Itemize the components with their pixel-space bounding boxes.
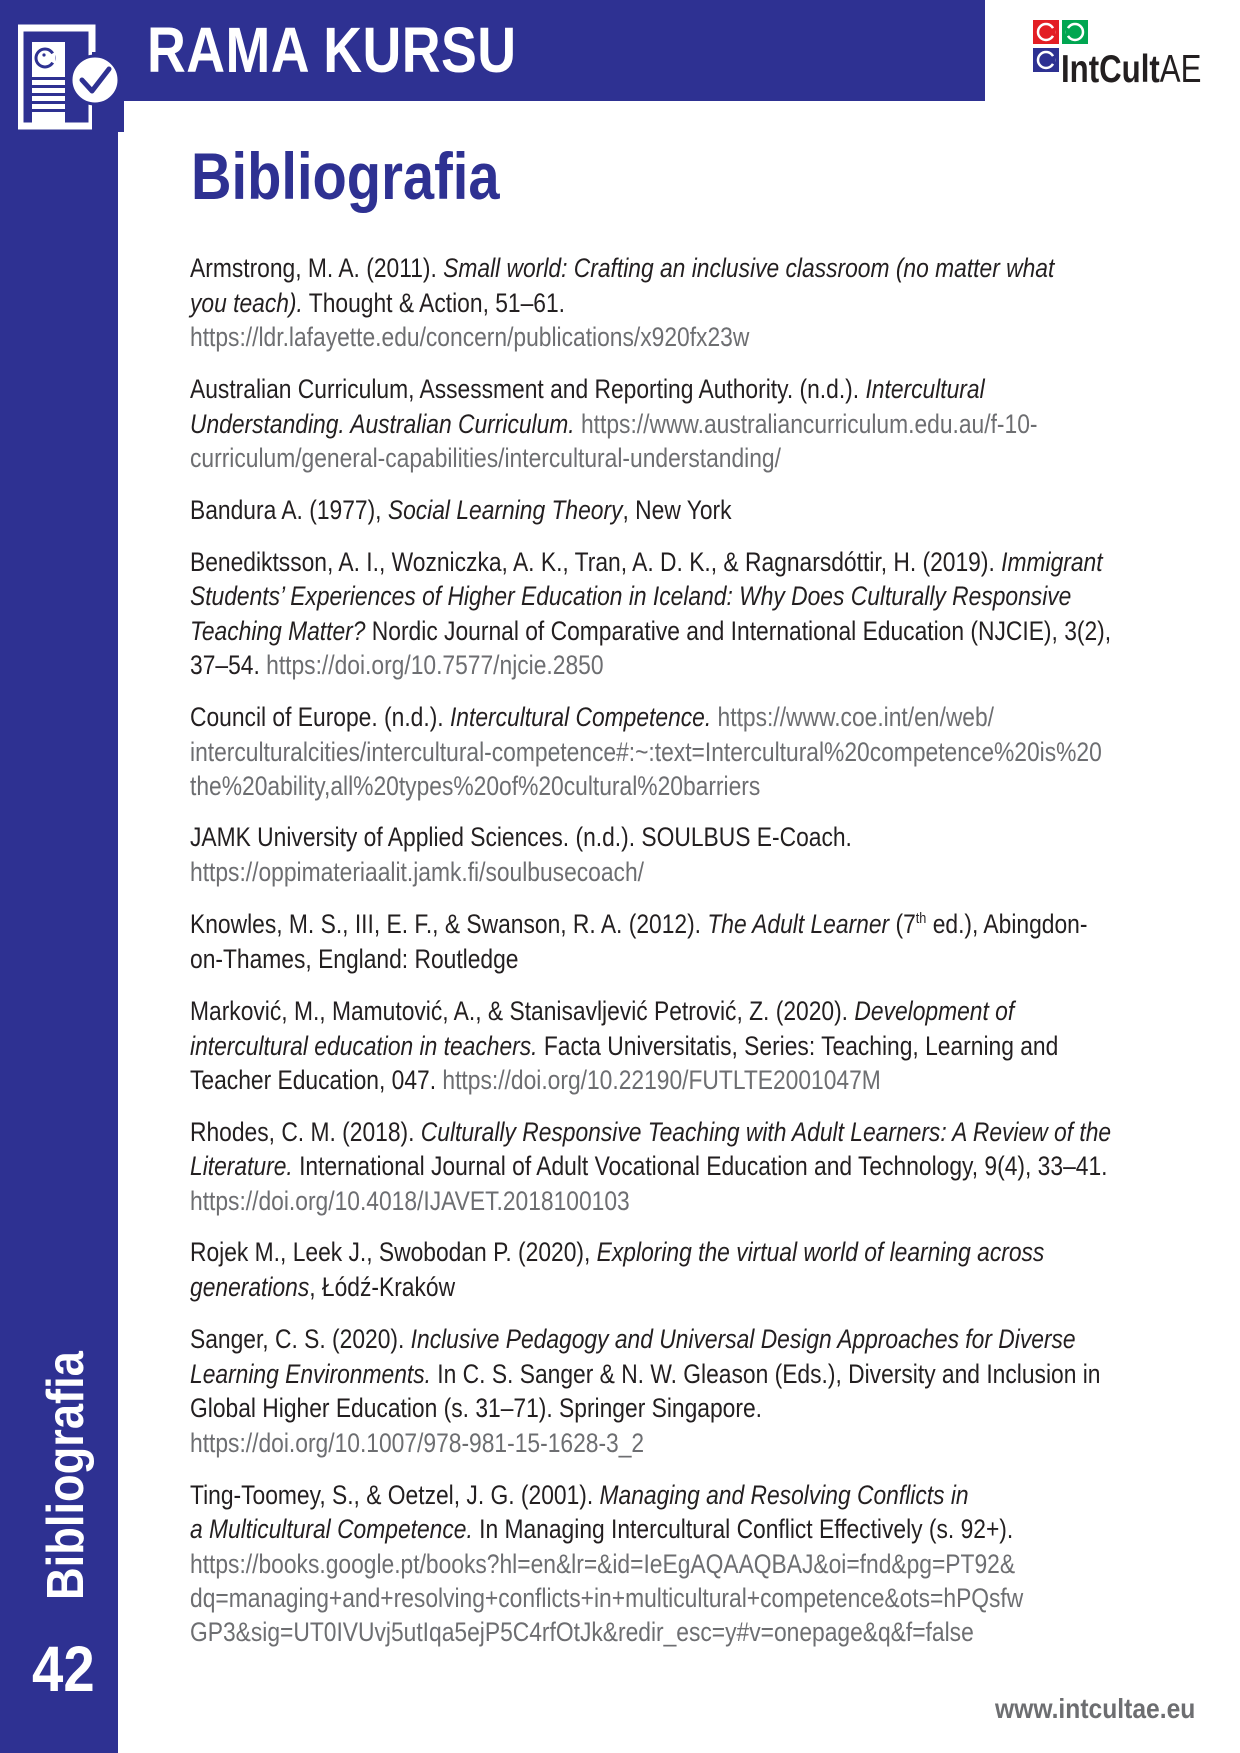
reference-text: Armstrong, M. A. (2011). [190, 253, 444, 283]
reference-title-text: The Adult Learner [707, 909, 890, 939]
reference-line [190, 701, 994, 733]
reference-url-link[interactable]: https://doi.org/10.22190/FUTLTE2001047M [442, 1065, 881, 1095]
reference-line [190, 770, 760, 802]
reference-url-link[interactable]: https://oppimateriaalit.jamk.fi/soulbusecoach/ [190, 857, 645, 887]
reference-line [190, 1548, 1015, 1580]
reference-text: JAMK University of Applied Sciences. (n.d.). SOULBUS E-Coach. [190, 822, 852, 852]
reference-line [190, 494, 732, 526]
reference-text: , Łódź-Kraków [309, 1272, 456, 1302]
reference-title-text: generations [190, 1272, 310, 1302]
reference-text: Teacher Education, 047. [190, 1065, 443, 1095]
course-checklist-icon [18, 22, 124, 132]
course-label: RAMA KURSU [147, 14, 517, 86]
reference-line [190, 1616, 974, 1648]
reference-title-text: Students’ Experiences of Higher Education in Iceland: Why Does Culturally Responsive [190, 581, 1072, 611]
reference-text: International Journal of Adult Vocational Education and Technology, 9(4), 33–41. [292, 1151, 1108, 1181]
reference-line [190, 321, 749, 353]
side-section-label [36, 1280, 96, 1600]
reference-title-text: a Multicultural Competence. [190, 1514, 473, 1544]
reference-title-text: Culturally Responsive Teaching with Adult Learners: A Review of the [420, 1117, 1112, 1147]
logo-wordmark [1061, 50, 1201, 90]
reference-line [190, 1150, 1107, 1182]
reference-line [190, 580, 1071, 612]
reference-text: Thought & Action, 51–61. [302, 288, 566, 318]
reference-line [190, 995, 1014, 1027]
reference-url-link[interactable]: https://doi.org/10.7577/njcie.2850 [266, 650, 604, 680]
reference-line [190, 252, 1054, 284]
reference-text: In C. S. Sanger & N. W. Gleason (Eds.), Diversity and Inclusion in [430, 1359, 1101, 1389]
reference-text: Marković, M., Mamutović, A., & Stanisavljević Petrović, Z. (2020). [190, 996, 855, 1026]
reference-line [190, 1479, 969, 1511]
page-title: Bibliografia [191, 139, 500, 213]
reference-line [190, 1185, 630, 1217]
reference-line [190, 442, 781, 474]
reference-line [190, 1064, 881, 1096]
reference-text: , New York [622, 495, 732, 525]
reference-title-text: Intercultural [865, 374, 985, 404]
reference-line [190, 856, 644, 888]
reference-line [190, 649, 604, 681]
reference-title-text: Managing and Resolving Conflicts in [599, 1480, 969, 1510]
reference-url-link[interactable]: https://doi.org/10.1007/978-981-15-1628-3_2 [190, 1428, 645, 1458]
reference-text: Global Higher Education (s. 31–71). Springer Singapore. [190, 1393, 762, 1423]
reference-title-text: Inclusive Pedagogy and Universal Design Approaches for Diverse [410, 1324, 1076, 1354]
logo-text-light: AE [1159, 48, 1202, 91]
reference-line [190, 546, 1103, 578]
intcultae-logo [1033, 18, 1213, 90]
reference-title-text: Literature. [190, 1151, 293, 1181]
reference-line [190, 1271, 455, 1303]
reference-line [190, 1323, 1076, 1355]
side-section-label-text: Bibliografia [37, 1351, 95, 1600]
reference-text: Facta Universitatis, Series: Teaching, Learning and [537, 1031, 1059, 1061]
reference-line [190, 373, 985, 405]
reference-url-link[interactable]: GP3&sig=UT0IVUvj5utIqa5ejP5C4rfOtJk&redir_esc=y#v=onepage&q&f=false [190, 1617, 974, 1647]
reference-line [190, 1427, 644, 1459]
reference-line [190, 615, 1111, 647]
reference-line [190, 1116, 1111, 1148]
reference-line [190, 287, 565, 319]
reference-line [190, 821, 852, 853]
page-number: 42 [32, 1633, 95, 1705]
reference-text: (7 [889, 909, 916, 939]
reference-title-text: Development of [854, 996, 1015, 1026]
reference-text: ed.), Abingdon- [926, 909, 1088, 939]
reference-text: Rojek M., Leek J., Swobodan P. (2020), [190, 1237, 597, 1267]
reference-title-text: Social Learning Theory [387, 495, 623, 525]
reference-title-text: Understanding. Australian Curriculum. [190, 409, 575, 439]
reference-title-text: Immigrant [1001, 547, 1103, 577]
reference-text: Bandura A. (1977), [190, 495, 388, 525]
logo-text-bold: IntCult [1061, 48, 1160, 91]
reference-text: Ting-Toomey, S., & Oetzel, J. G. (2001). [190, 1480, 600, 1510]
reference-title-text: Intercultural Competence. [449, 702, 712, 732]
reference-text: Knowles, M. S., III, E. F., & Swanson, R. A. (2012). [190, 909, 708, 939]
reference-line [190, 1030, 1058, 1062]
reference-url-link[interactable]: dq=managing+and+resolving+conflicts+in+multicultural+competence&ots=hPQsfw [190, 1583, 1024, 1613]
reference-title-text: Learning Environments. [190, 1359, 431, 1389]
reference-title-text: Teaching Matter? [190, 616, 366, 646]
reference-text: Council of Europe. (n.d.). [190, 702, 450, 732]
reference-url-link[interactable]: https://doi.org/10.4018/IJAVET.2018100103 [190, 1186, 630, 1216]
reference-url-link[interactable]: curriculum/general-capabilities/intercultural-understanding/ [190, 443, 781, 473]
reference-url-link[interactable]: https://ldr.lafayette.edu/concern/publications/x920fx23w [190, 322, 750, 352]
reference-line [190, 408, 1038, 440]
reference-text: Benediktsson, A. I., Wozniczka, A. K., Tran, A. D. K., & Ragnarsdóttir, H. (2019). [190, 547, 1002, 577]
reference-text: Rhodes, C. M. (2018). [190, 1117, 421, 1147]
reference-line [190, 1582, 1023, 1614]
reference-line [190, 1358, 1100, 1390]
reference-title-text: Small world: Crafting an inclusive classroom (no matter what [443, 253, 1055, 283]
superscript-text: th [915, 910, 927, 927]
reference-title-text: intercultural education in teachers. [190, 1031, 538, 1061]
reference-url-link[interactable]: https://books.google.pt/books?hl=en&lr=&id=IeEgAQAAQBAJ&oi=fnd&pg=PT92& [190, 1549, 1016, 1579]
reference-line [190, 1236, 1044, 1268]
reference-url-link[interactable]: https://www.australiancurriculum.edu.au/f-10- [580, 409, 1038, 439]
reference-title-text: you teach). [190, 288, 303, 318]
reference-url-link[interactable]: interculturalcities/intercultural-competence#:~:text=Intercultural%20competence%20is%20 [190, 737, 1102, 767]
reference-line [190, 736, 1102, 768]
reference-url-link[interactable]: https://www.coe.int/en/web/ [717, 702, 995, 732]
reference-text: In Managing Intercultural Conflict Effectively (s. 92+). [472, 1514, 1014, 1544]
reference-line [190, 1392, 762, 1424]
reference-line [190, 908, 1087, 940]
reference-line [190, 1513, 1013, 1545]
reference-text: Nordic Journal of Comparative and International Education (NJCIE), 3(2), [365, 616, 1112, 646]
reference-text: Australian Curriculum, Assessment and Reporting Authority. (n.d.). [190, 374, 866, 404]
reference-line [190, 943, 518, 975]
reference-title-text: Exploring the virtual world of learning across [596, 1237, 1045, 1267]
reference-url-link[interactable]: the%20ability,all%20types%20of%20cultural%20barriers [190, 771, 761, 801]
footer-website-link[interactable]: www.intcultae.eu [995, 1693, 1196, 1724]
reference-text: 37–54. [190, 650, 267, 680]
reference-text: on-Thames, England: Routledge [190, 944, 519, 974]
reference-text: Sanger, C. S. (2020). [190, 1324, 411, 1354]
